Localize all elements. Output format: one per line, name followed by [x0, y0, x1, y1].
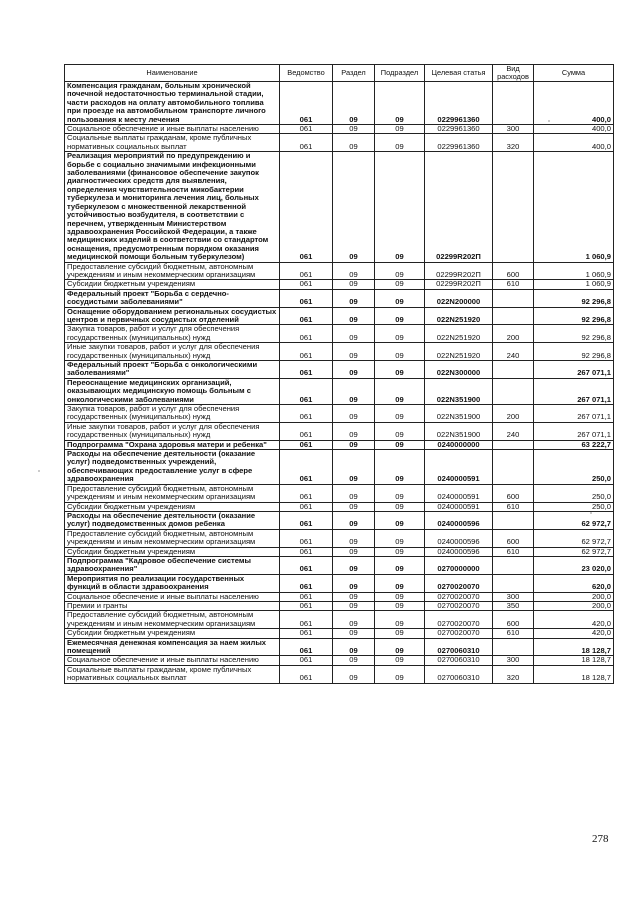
row-type-cell: 600	[493, 529, 534, 547]
row-subsection-cell: 09	[375, 556, 425, 574]
row-name-cell: Расходы на обеспечение деятельности (оказание услуг) подведомственных учреждений, обеспечивающих предоставление услуг в сфере здравоохранения	[65, 450, 280, 485]
row-name-cell: Социальное обеспечение и иные выплаты населению	[65, 125, 280, 134]
table-row	[65, 529, 614, 547]
row-amount-cell: 62 972,7	[534, 547, 614, 556]
row-section-cell: 09	[333, 547, 375, 556]
row-subsection-cell: 09	[375, 280, 425, 289]
row-amount-cell: 420,0	[534, 611, 614, 629]
row-type-cell	[493, 152, 534, 262]
table-row	[65, 665, 614, 683]
row-subsection-cell: 09	[375, 601, 425, 610]
row-ministry-cell: 061	[280, 82, 333, 125]
row-article-cell: 02299R202П	[425, 152, 493, 262]
row-section-cell: 09	[333, 502, 375, 511]
row-article-cell: 022N251920	[425, 343, 493, 361]
row-section-cell: 09	[333, 361, 375, 379]
row-subsection-cell: 09	[375, 665, 425, 683]
row-subsection-cell: 09	[375, 484, 425, 502]
row-type-cell	[493, 289, 534, 307]
scan-speck	[590, 512, 592, 514]
row-amount-cell: 63 222,7	[534, 440, 614, 449]
row-type-cell: 200	[493, 405, 534, 423]
row-section-cell: 09	[333, 422, 375, 440]
row-ministry-cell: 061	[280, 280, 333, 289]
row-section-cell: 09	[333, 325, 375, 343]
row-section-cell: 09	[333, 611, 375, 629]
row-name-cell: Мероприятия по реализации государственных функций в области здравоохранения	[65, 574, 280, 592]
row-subsection-cell: 09	[375, 134, 425, 152]
row-ministry-cell: 061	[280, 601, 333, 610]
row-article-cell: 022N251920	[425, 325, 493, 343]
row-article-cell: 0270060310	[425, 656, 493, 665]
row-article-cell: 022N300000	[425, 361, 493, 379]
row-section-cell: 09	[333, 601, 375, 610]
row-name-cell: Предоставление субсидий бюджетным, автономным учреждениям и иным некоммерческим организациям	[65, 611, 280, 629]
table-row	[65, 378, 614, 404]
row-subsection-cell: 09	[375, 450, 425, 485]
row-article-cell: 0229961360	[425, 134, 493, 152]
table-row	[65, 611, 614, 629]
row-name-cell: Компенсация гражданам, больным хронической почечной недостаточностью терминальной стадии, части расходов на оплату автомобильного топлива при проезде на автомобильном транспорте личного пользования к месту лечения	[65, 82, 280, 125]
row-section-cell: 09	[333, 134, 375, 152]
row-type-cell: 600	[493, 484, 534, 502]
row-name-cell: Федеральный проект "Борьба с сердечно-сосудистыми заболеваниями"	[65, 289, 280, 307]
row-article-cell: 0240000000	[425, 440, 493, 449]
row-section-cell: 09	[333, 484, 375, 502]
row-section-cell: 09	[333, 378, 375, 404]
row-amount-cell: 200,0	[534, 601, 614, 610]
row-section-cell: 09	[333, 280, 375, 289]
row-subsection-cell: 09	[375, 502, 425, 511]
row-section-cell: 09	[333, 529, 375, 547]
row-subsection-cell: 09	[375, 422, 425, 440]
row-subsection-cell: 09	[375, 511, 425, 529]
row-article-cell: 0240000591	[425, 450, 493, 485]
row-section-cell: 09	[333, 638, 375, 656]
row-ministry-cell: 061	[280, 638, 333, 656]
row-section-cell: 09	[333, 574, 375, 592]
row-article-cell: 0270060310	[425, 638, 493, 656]
row-ministry-cell: 061	[280, 262, 333, 280]
row-section-cell: 09	[333, 665, 375, 683]
row-article-cell: 02299R202П	[425, 280, 493, 289]
row-amount-cell: 420,0	[534, 629, 614, 638]
table-row	[65, 638, 614, 656]
row-ministry-cell: 061	[280, 134, 333, 152]
scan-speck	[38, 470, 40, 472]
row-name-cell: Субсидии бюджетным учреждениям	[65, 629, 280, 638]
row-type-cell	[493, 307, 534, 325]
row-article-cell: 0270020070	[425, 574, 493, 592]
row-ministry-cell: 061	[280, 152, 333, 262]
row-subsection-cell: 09	[375, 547, 425, 556]
row-name-cell: Федеральный проект "Борьба с онкологическими заболеваниями"	[65, 361, 280, 379]
row-subsection-cell: 09	[375, 574, 425, 592]
row-type-cell	[493, 450, 534, 485]
header-ministry: Ведомство	[280, 65, 333, 82]
row-name-cell: Субсидии бюджетным учреждениям	[65, 502, 280, 511]
table-row	[65, 592, 614, 601]
row-subsection-cell: 09	[375, 405, 425, 423]
row-subsection-cell: 09	[375, 125, 425, 134]
row-name-cell: Субсидии бюджетным учреждениям	[65, 280, 280, 289]
row-subsection-cell: 09	[375, 262, 425, 280]
table-row	[65, 325, 614, 343]
row-ministry-cell: 061	[280, 343, 333, 361]
row-ministry-cell: 061	[280, 656, 333, 665]
row-subsection-cell: 09	[375, 361, 425, 379]
row-article-cell: 0270000000	[425, 556, 493, 574]
row-type-cell	[493, 378, 534, 404]
row-name-cell: Переоснащение медицинских организаций, оказывающих медицинскую помощь больным с онкологическими заболеваниями	[65, 378, 280, 404]
row-name-cell: Премии и гранты	[65, 601, 280, 610]
row-name-cell: Субсидии бюджетным учреждениям	[65, 547, 280, 556]
row-section-cell: 09	[333, 125, 375, 134]
row-section-cell: 09	[333, 307, 375, 325]
row-name-cell: Закупка товаров, работ и услуг для обеспечения государственных (муниципальных) нужд	[65, 405, 280, 423]
table-row	[65, 511, 614, 529]
table-row	[65, 422, 614, 440]
row-name-cell: Иные закупки товаров, работ и услуг для обеспечения государственных (муниципальных) нужд	[65, 343, 280, 361]
row-ministry-cell: 061	[280, 611, 333, 629]
header-amount: Сумма	[534, 65, 614, 82]
table-body	[65, 82, 614, 684]
row-name-cell: Социальное обеспечение и иные выплаты населению	[65, 656, 280, 665]
row-subsection-cell: 09	[375, 440, 425, 449]
table-row	[65, 484, 614, 502]
row-section-cell: 09	[333, 511, 375, 529]
row-type-cell	[493, 440, 534, 449]
row-type-cell: 610	[493, 629, 534, 638]
header-subsection: Подраздел	[375, 65, 425, 82]
row-amount-cell: 62 972,7	[534, 511, 614, 529]
row-subsection-cell: 09	[375, 656, 425, 665]
row-ministry-cell: 061	[280, 502, 333, 511]
row-article-cell: 0270020070	[425, 629, 493, 638]
row-type-cell	[493, 361, 534, 379]
row-ministry-cell: 061	[280, 125, 333, 134]
row-amount-cell: 620,0	[534, 574, 614, 592]
row-amount-cell: 200,0	[534, 592, 614, 601]
row-article-cell: 0240000596	[425, 547, 493, 556]
row-type-cell: 300	[493, 592, 534, 601]
row-name-cell: Предоставление субсидий бюджетным, автономным учреждениям и иным некоммерческим организациям	[65, 484, 280, 502]
row-name-cell: Оснащение оборудованием региональных сосудистых центров и первичных сосудистых отделений	[65, 307, 280, 325]
row-ministry-cell: 061	[280, 484, 333, 502]
row-name-cell: Закупка товаров, работ и услуг для обеспечения государственных (муниципальных) нужд	[65, 325, 280, 343]
row-section-cell: 09	[333, 656, 375, 665]
row-amount-cell: 92 296,8	[534, 289, 614, 307]
row-ministry-cell: 061	[280, 307, 333, 325]
row-ministry-cell: 061	[280, 378, 333, 404]
row-article-cell: 0229961360	[425, 82, 493, 125]
row-type-cell: 320	[493, 665, 534, 683]
row-ministry-cell: 061	[280, 422, 333, 440]
row-article-cell: 022N351900	[425, 422, 493, 440]
table-row	[65, 343, 614, 361]
row-amount-cell: 250,0	[534, 484, 614, 502]
header-expense-type: Вид расходов	[493, 65, 534, 82]
row-type-cell: 610	[493, 547, 534, 556]
row-name-cell: Социальное обеспечение и иные выплаты населению	[65, 592, 280, 601]
row-amount-cell: 92 296,8	[534, 343, 614, 361]
row-name-cell: Социальные выплаты гражданам, кроме публичных нормативных социальных выплат	[65, 665, 280, 683]
row-subsection-cell: 09	[375, 82, 425, 125]
row-article-cell: 0270020070	[425, 611, 493, 629]
row-subsection-cell: 09	[375, 611, 425, 629]
row-type-cell	[493, 556, 534, 574]
table-row	[65, 502, 614, 511]
row-name-cell: Расходы на обеспечение деятельности (оказание услуг) подведомственных домов ребенка	[65, 511, 280, 529]
row-subsection-cell: 09	[375, 529, 425, 547]
row-ministry-cell: 061	[280, 665, 333, 683]
header-name: Наименование	[65, 65, 280, 82]
header-target-article: Целевая статья	[425, 65, 493, 82]
table-row	[65, 134, 614, 152]
row-amount-cell: 18 128,7	[534, 656, 614, 665]
row-amount-cell: 250,0	[534, 450, 614, 485]
scan-speck	[548, 120, 550, 122]
row-name-cell: Ежемесячная денежная компенсация за наем жилых помещений	[65, 638, 280, 656]
row-section-cell: 09	[333, 556, 375, 574]
table-row	[65, 361, 614, 379]
row-ministry-cell: 061	[280, 547, 333, 556]
row-article-cell: 022N200000	[425, 289, 493, 307]
table-row	[65, 656, 614, 665]
row-section-cell: 09	[333, 405, 375, 423]
row-amount-cell: 1 060,9	[534, 152, 614, 262]
row-section-cell: 09	[333, 262, 375, 280]
row-amount-cell: 400,0	[534, 134, 614, 152]
row-type-cell	[493, 511, 534, 529]
row-name-cell: Реализация мероприятий по предупреждению и борьбе с социально значимыми инфекционными заболеваниями (финансовое обеспечение закупок диагностических средств для выявления, определения чувствительности микобактерии туберкулеза и мониторинга лечения лиц, больных туберкулезом с множественной лекарственной устойчивостью возбудителя, в соответствии с перечнем, утвержденным Министерством здравоохранения Российской Федерации, а также медицинских изделий в соответствии со стандартом оснащения, предусмотренным порядком оказания медицинской помощи больным туберкулезом)	[65, 152, 280, 262]
row-type-cell	[493, 638, 534, 656]
row-article-cell: 02299R202П	[425, 262, 493, 280]
row-section-cell: 09	[333, 152, 375, 262]
row-section-cell: 09	[333, 450, 375, 485]
table-row	[65, 280, 614, 289]
row-name-cell: Подпрограмма "Кадровое обеспечение системы здравоохранения"	[65, 556, 280, 574]
row-amount-cell: 18 128,7	[534, 638, 614, 656]
row-article-cell: 0240000596	[425, 529, 493, 547]
row-article-cell: 0240000596	[425, 511, 493, 529]
row-ministry-cell: 061	[280, 361, 333, 379]
row-ministry-cell: 061	[280, 325, 333, 343]
row-name-cell: Предоставление субсидий бюджетным, автономным учреждениям и иным некоммерческим организациям	[65, 529, 280, 547]
row-subsection-cell: 09	[375, 638, 425, 656]
row-ministry-cell: 061	[280, 450, 333, 485]
table-row	[65, 82, 614, 125]
row-amount-cell: 62 972,7	[534, 529, 614, 547]
row-amount-cell: 92 296,8	[534, 325, 614, 343]
row-ministry-cell: 061	[280, 574, 333, 592]
row-ministry-cell: 061	[280, 592, 333, 601]
row-ministry-cell: 061	[280, 289, 333, 307]
row-amount-cell: 1 060,9	[534, 280, 614, 289]
row-ministry-cell: 061	[280, 511, 333, 529]
row-ministry-cell: 061	[280, 440, 333, 449]
row-subsection-cell: 09	[375, 289, 425, 307]
table-row	[65, 152, 614, 262]
row-article-cell: 0270020070	[425, 601, 493, 610]
row-amount-cell: 267 071,1	[534, 361, 614, 379]
row-section-cell: 09	[333, 440, 375, 449]
row-amount-cell: 18 128,7	[534, 665, 614, 683]
row-section-cell: 09	[333, 343, 375, 361]
row-amount-cell: 400,0	[534, 125, 614, 134]
row-name-cell: Социальные выплаты гражданам, кроме публичных нормативных социальных выплат	[65, 134, 280, 152]
row-amount-cell: 1 060,9	[534, 262, 614, 280]
table-row	[65, 556, 614, 574]
row-section-cell: 09	[333, 289, 375, 307]
row-ministry-cell: 061	[280, 629, 333, 638]
row-amount-cell: 250,0	[534, 502, 614, 511]
row-subsection-cell: 09	[375, 307, 425, 325]
row-type-cell: 350	[493, 601, 534, 610]
row-ministry-cell: 061	[280, 529, 333, 547]
row-type-cell: 240	[493, 422, 534, 440]
row-type-cell	[493, 574, 534, 592]
row-ministry-cell: 061	[280, 556, 333, 574]
row-name-cell: Иные закупки товаров, работ и услуг для обеспечения государственных (муниципальных) нужд	[65, 422, 280, 440]
table-header-row	[65, 65, 614, 82]
row-article-cell: 0229961360	[425, 125, 493, 134]
row-amount-cell: 267 071,1	[534, 378, 614, 404]
row-amount-cell: 23 020,0	[534, 556, 614, 574]
row-name-cell: Подпрограмма "Охрана здоровья матери и ребенка"	[65, 440, 280, 449]
row-article-cell: 022N351900	[425, 378, 493, 404]
table-row	[65, 262, 614, 280]
table-row	[65, 307, 614, 325]
row-section-cell: 09	[333, 629, 375, 638]
page-number: 278	[592, 833, 609, 845]
row-amount-cell: 267 071,1	[534, 405, 614, 423]
row-section-cell: 09	[333, 592, 375, 601]
table-row	[65, 629, 614, 638]
row-article-cell: 022N351900	[425, 405, 493, 423]
row-article-cell: 0240000591	[425, 502, 493, 511]
row-type-cell: 600	[493, 611, 534, 629]
row-type-cell: 610	[493, 280, 534, 289]
table-row	[65, 289, 614, 307]
row-ministry-cell: 061	[280, 405, 333, 423]
table-row	[65, 405, 614, 423]
row-type-cell	[493, 82, 534, 125]
row-section-cell: 09	[333, 82, 375, 125]
row-amount-cell: 267 071,1	[534, 422, 614, 440]
row-subsection-cell: 09	[375, 152, 425, 262]
budget-table	[64, 64, 614, 684]
row-subsection-cell: 09	[375, 378, 425, 404]
table-row	[65, 574, 614, 592]
row-subsection-cell: 09	[375, 343, 425, 361]
row-type-cell: 240	[493, 343, 534, 361]
row-subsection-cell: 09	[375, 592, 425, 601]
row-subsection-cell: 09	[375, 325, 425, 343]
row-article-cell: 022N251920	[425, 307, 493, 325]
row-amount-cell: 400,0	[534, 82, 614, 125]
table-row	[65, 450, 614, 485]
row-type-cell: 610	[493, 502, 534, 511]
row-type-cell: 300	[493, 656, 534, 665]
row-subsection-cell: 09	[375, 629, 425, 638]
row-type-cell: 320	[493, 134, 534, 152]
row-article-cell: 0240000591	[425, 484, 493, 502]
row-type-cell: 300	[493, 125, 534, 134]
row-type-cell: 200	[493, 325, 534, 343]
row-article-cell: 0270020070	[425, 592, 493, 601]
row-amount-cell: 92 296,8	[534, 307, 614, 325]
header-section: Раздел	[333, 65, 375, 82]
row-article-cell: 0270060310	[425, 665, 493, 683]
row-type-cell: 600	[493, 262, 534, 280]
row-name-cell: Предоставление субсидий бюджетным, автономным учреждениям и иным некоммерческим организациям	[65, 262, 280, 280]
